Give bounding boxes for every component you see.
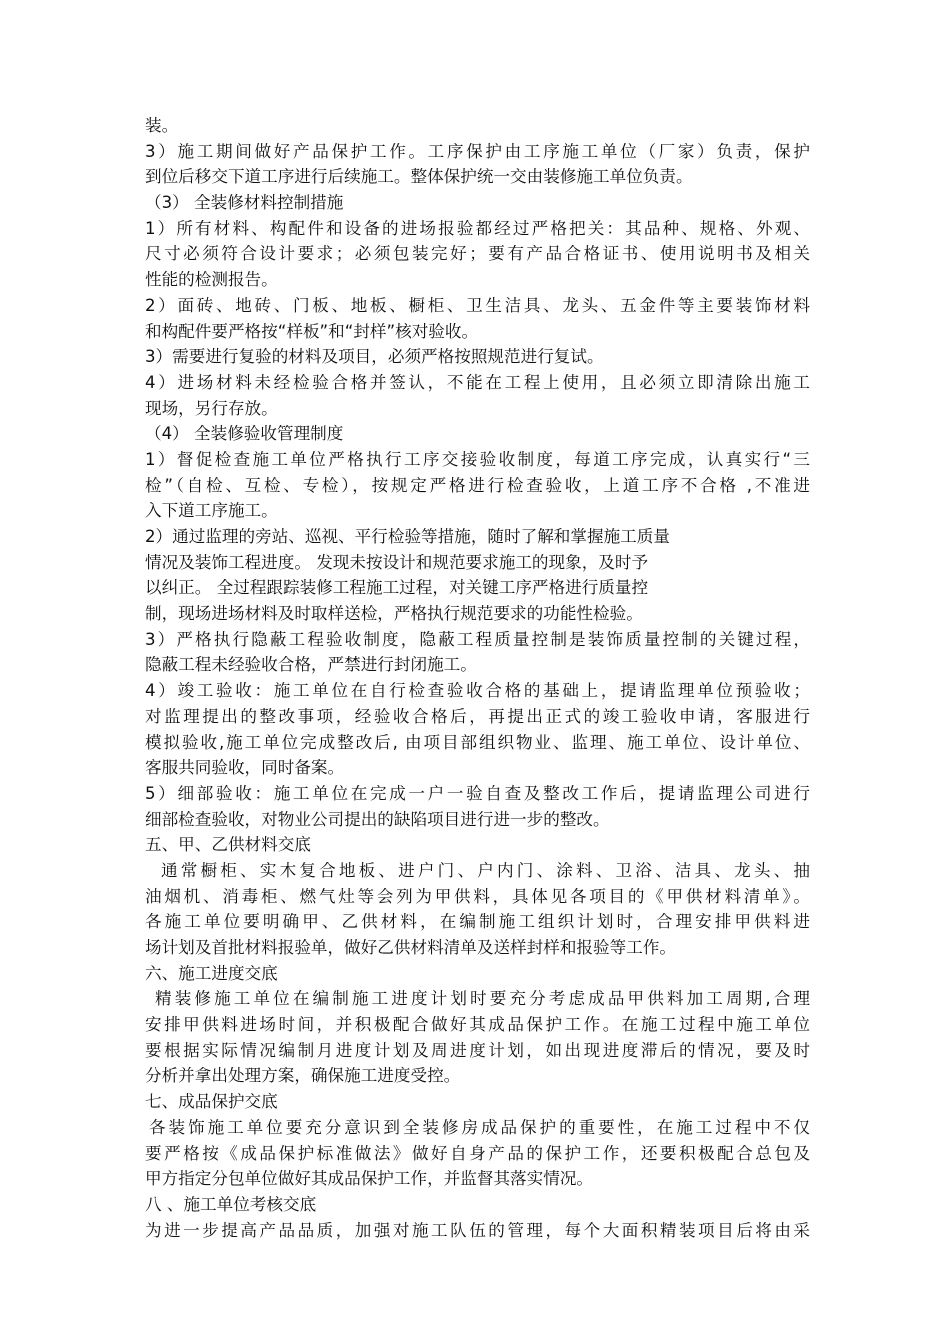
- text-line: 分析并拿出处理方案，确保施工进度受控。: [145, 1066, 461, 1086]
- section-heading: （4） 全装修验收管理制度: [145, 424, 344, 444]
- text-line: 1）督促检查施工单位严格执行工序交接验收制度，每道工序完成，认真实行“三: [145, 449, 810, 469]
- text-line: 客服共同验收，同时备案。: [145, 758, 345, 778]
- document-body: [145, 113, 810, 1243]
- text-line: 油烟机、消毒柜、燃气灶等会列为甲供料，具体见各项目的《甲供材料清单》。: [145, 886, 810, 906]
- text-line: 到位后移交下道工序进行后续施工。整体保护统一交由装修施工单位负责。: [145, 167, 693, 187]
- text-line: 细部检查验收，对物业公司提出的缺陷项目进行进一步的整改。: [145, 809, 610, 829]
- text-line: 通常橱柜、实木复合地板、进户门、户内门、涂料、卫浴、洁具、龙头、抽: [161, 860, 810, 880]
- text-line: 3）严格执行隐蔽工程验收制度，隐蔽工程质量控制是装饰质量控制的关键过程，: [145, 629, 810, 649]
- text-line: 1）所有材料、构配件和设备的进场报验都经过严格把关：其品种、规格、外观、: [145, 218, 810, 238]
- text-line: 情况及装饰工程进度。 发现未按设计和规范要求施工的现象，及时予: [145, 552, 649, 572]
- text-line: 和构配件要严格按“样板”和“封样”核对验收。: [145, 321, 479, 341]
- section-heading: 六、施工进度交底: [145, 963, 278, 983]
- text-line: 尺寸必须符合设计要求；必须包装完好；要有产品合格证书、使用说明书及相关: [145, 244, 810, 264]
- text-line: 2）面砖、地砖、门板、地板、橱柜、卫生洁具、龙头、五金件等主要装饰材料: [145, 295, 810, 315]
- text-line: 要根据实际情况编制月进度计划及周进度计划，如出现进度滞后的情况，要及时: [145, 1040, 810, 1060]
- text-line: 隐蔽工程未经验收合格，严禁进行封闭施工。: [145, 655, 477, 675]
- text-line: 4）进场材料未经检验合格并签认，不能在工程上使用，且必须立即清除出施工: [145, 372, 810, 392]
- text-line: 4）竣工验收：施工单位在自行检查验收合格的基础上，提请监理单位预验收；: [145, 681, 810, 701]
- section-heading: （3） 全装修材料控制措施: [145, 193, 344, 213]
- text-line: 入下道工序施工。: [145, 501, 278, 521]
- section-heading: 五、甲、乙供材料交底: [145, 835, 311, 855]
- text-line: 对监理提出的整改事项，经验收合格后，再提出正式的竣工验收申请，客服进行: [145, 706, 810, 726]
- text-line: 2）通过监理的旁站、巡视、平行检验等措施，随时了解和掌握施工质量: [145, 527, 670, 546]
- text-line: 装。: [145, 116, 179, 135]
- text-line: 5）细部验收：施工单位在完成一户一验自查及整改工作后，提请监理公司进行: [145, 783, 810, 803]
- section-heading: 八 、施工单位考核交底: [145, 1194, 317, 1214]
- text-line: 为进一步提高产品品质，加强对施工队伍的管理，每个大面积精装项目后将由采: [145, 1220, 810, 1240]
- text-line: 要严格按《成品保护标准做法》做好自身产品的保护工作，还要积极配合总包及: [145, 1143, 810, 1163]
- text-line: 场计划及首批材料报验单，做好乙供材料清单及送样封样和报验等工作。: [145, 938, 676, 957]
- text-line: 性能的检测报告。: [145, 270, 278, 290]
- text-line: 检”（自检、互检、专检），按规定严格进行检查验收，上道工序不合格 ,不准进: [145, 475, 810, 495]
- text-line: 3）需要进行复验的材料及项目，必须严格按照规范进行复试。: [145, 347, 604, 367]
- text-line: 甲方指定分包单位做好其成品保护工作，并监督其落实情况。: [145, 1169, 594, 1189]
- text-line: 各装饰施工单位要充分意识到全装修房成品保护的重要性，在施工过程中不仅: [149, 1117, 810, 1137]
- section-heading: 七、成品保护交底: [145, 1092, 278, 1112]
- text-line: 精装修施工单位在编制施工进度计划时要充分考虑成品甲供料加工周期,合理: [155, 989, 810, 1009]
- text-line: 以纠正。 全过程跟踪装修工程施工过程，对关键工序严格进行质量控: [145, 578, 649, 598]
- text-line: 模拟验收,施工单位完成整改后, 由项目部组织物业、监理、施工单位、设计单位、: [145, 732, 810, 752]
- text-line: 安排甲供料进场时间，并积极配合做好其成品保护工作。在施工过程中施工单位: [145, 1015, 810, 1035]
- text-line: 3）施工期间做好产品保护工作。工序保护由工序施工单位（厂家）负责，保护: [145, 141, 810, 161]
- text-line: 各施工单位要明确甲、乙供材料，在编制施工组织计划时，合理安排甲供料进: [145, 912, 810, 932]
- text-line: 制，现场进场材料及时取样送检，严格执行规范要求的功能性检验。: [145, 604, 643, 624]
- text-line: 现场，另行存放。: [145, 398, 278, 418]
